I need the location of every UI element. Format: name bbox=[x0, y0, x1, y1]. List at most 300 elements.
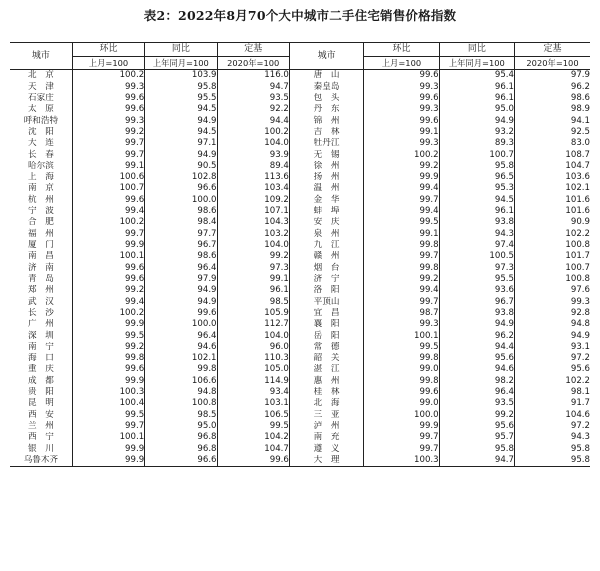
mom-value: 99.1 bbox=[72, 161, 144, 172]
city-name: 常 德 bbox=[289, 342, 363, 353]
city-name: 杭 州 bbox=[28, 194, 54, 205]
base-value: 83.0 bbox=[515, 138, 590, 149]
base-value: 97.2 bbox=[515, 353, 590, 364]
city-name: 吉 林 bbox=[289, 127, 363, 138]
base-value: 95.6 bbox=[515, 364, 590, 375]
city-name: 无 锡 bbox=[289, 149, 363, 160]
yoy-value: 94.9 bbox=[439, 319, 514, 330]
city-name: 南 昌 bbox=[28, 251, 54, 262]
table-row bbox=[10, 342, 590, 353]
city-name: 长 春 bbox=[28, 149, 54, 160]
city-name: 桂 林 bbox=[289, 387, 363, 398]
mom-value: 100.2 bbox=[364, 149, 439, 160]
yoy-value: 100.5 bbox=[439, 251, 514, 262]
mom-value: 98.7 bbox=[364, 308, 439, 319]
table-row bbox=[10, 262, 590, 273]
mom-value: 99.0 bbox=[364, 398, 439, 409]
mom-value: 100.2 bbox=[72, 308, 144, 319]
base-value: 95.8 bbox=[515, 455, 590, 467]
city-name: 锦 州 bbox=[289, 115, 363, 126]
city-name: 丹 东 bbox=[289, 104, 363, 115]
base-value: 100.8 bbox=[515, 240, 590, 251]
mom-value: 99.5 bbox=[364, 342, 439, 353]
mom-value: 99.6 bbox=[364, 70, 439, 82]
base-value: 104.7 bbox=[515, 161, 590, 172]
yoy-value: 96.5 bbox=[439, 172, 514, 183]
table-row bbox=[10, 138, 590, 149]
city-name: 哈尔滨 bbox=[28, 160, 54, 171]
city-name: 呼和浩特 bbox=[23, 115, 59, 126]
base-value: 109.2 bbox=[217, 194, 289, 205]
base-value: 106.5 bbox=[217, 409, 289, 420]
yoy-value: 96.6 bbox=[145, 183, 217, 194]
base-value: 102.2 bbox=[515, 375, 590, 386]
base-value: 99.6 bbox=[217, 455, 289, 467]
city-name: 宁 波 bbox=[28, 206, 54, 217]
table-row bbox=[10, 398, 590, 409]
yoy-value: 93.8 bbox=[439, 308, 514, 319]
base-value: 93.4 bbox=[217, 387, 289, 398]
city-name: 天 津 bbox=[28, 81, 54, 92]
base-value: 100.2 bbox=[217, 127, 289, 138]
base-value: 104.6 bbox=[515, 409, 590, 420]
base-value: 94.4 bbox=[217, 115, 289, 126]
yoy-value: 102.1 bbox=[145, 353, 217, 364]
mom-value: 99.2 bbox=[72, 342, 144, 353]
base-value: 101.6 bbox=[515, 206, 590, 217]
yoy-value: 103.9 bbox=[145, 70, 217, 82]
mom-value: 99.7 bbox=[364, 296, 439, 307]
city-name: 大 连 bbox=[28, 138, 54, 149]
base-value: 93.1 bbox=[515, 342, 590, 353]
yoy-value: 94.8 bbox=[145, 387, 217, 398]
mom-value: 99.5 bbox=[364, 217, 439, 228]
base-value: 104.2 bbox=[217, 432, 289, 443]
city-name: 三 亚 bbox=[289, 409, 363, 420]
city-name: 北 海 bbox=[289, 398, 363, 409]
mom-value: 99.3 bbox=[72, 115, 144, 126]
base-value: 92.2 bbox=[217, 104, 289, 115]
city-name: 福 州 bbox=[28, 228, 54, 239]
yoy-value: 94.6 bbox=[439, 364, 514, 375]
mom-value: 99.6 bbox=[364, 115, 439, 126]
yoy-value: 93.2 bbox=[439, 127, 514, 138]
city-name: 北 京 bbox=[28, 70, 54, 81]
city-name: 重 庆 bbox=[28, 364, 54, 375]
city-name: 平顶山 bbox=[289, 296, 363, 307]
yoy-value: 93.6 bbox=[439, 285, 514, 296]
base-value: 98.6 bbox=[515, 93, 590, 104]
mom-value: 99.7 bbox=[72, 228, 144, 239]
city-name: 温 州 bbox=[289, 183, 363, 194]
city-name: 唐 山 bbox=[289, 70, 363, 82]
table-row bbox=[10, 274, 590, 285]
mom-value: 99.8 bbox=[364, 240, 439, 251]
yoy-value: 98.6 bbox=[145, 206, 217, 217]
mom-header-left: 环比 bbox=[72, 43, 144, 57]
city-name: 九 江 bbox=[289, 240, 363, 251]
base-value: 107.1 bbox=[217, 206, 289, 217]
yoy-value: 94.9 bbox=[145, 149, 217, 160]
base-value: 94.1 bbox=[515, 115, 590, 126]
yoy-value: 94.6 bbox=[145, 342, 217, 353]
yoy-value: 95.3 bbox=[439, 183, 514, 194]
mom-value: 99.5 bbox=[72, 330, 144, 341]
mom-value: 99.8 bbox=[364, 262, 439, 273]
mom-value: 99.7 bbox=[72, 421, 144, 432]
city-name: 昆 明 bbox=[28, 398, 54, 409]
mom-header-right: 环比 bbox=[364, 43, 439, 57]
mom-value: 99.7 bbox=[364, 251, 439, 262]
mom-value: 99.6 bbox=[72, 262, 144, 273]
mom-value: 99.4 bbox=[72, 296, 144, 307]
yoy-value: 99.8 bbox=[145, 364, 217, 375]
mom-value: 99.7 bbox=[364, 443, 439, 454]
base-value: 112.7 bbox=[217, 319, 289, 330]
yoy-value: 94.5 bbox=[145, 127, 217, 138]
city-name: 烟 台 bbox=[289, 262, 363, 273]
city-name: 兰 州 bbox=[28, 421, 54, 432]
yoy-value: 95.0 bbox=[145, 421, 217, 432]
yoy-value: 95.8 bbox=[439, 443, 514, 454]
mom-value: 100.3 bbox=[72, 387, 144, 398]
city-header-left: 城市 bbox=[10, 43, 72, 70]
city-name: 宜 昌 bbox=[289, 308, 363, 319]
city-name: 安 庆 bbox=[289, 217, 363, 228]
yoy-value: 96.7 bbox=[439, 296, 514, 307]
table-row bbox=[10, 240, 590, 251]
table-row bbox=[10, 443, 590, 454]
mom-value: 99.8 bbox=[364, 353, 439, 364]
table-row bbox=[10, 149, 590, 160]
table-row bbox=[10, 115, 590, 126]
base-value: 92.8 bbox=[515, 308, 590, 319]
yoy-value: 99.6 bbox=[145, 308, 217, 319]
base-value: 103.1 bbox=[217, 398, 289, 409]
city-name: 长 沙 bbox=[28, 307, 54, 318]
yoy-value: 96.8 bbox=[145, 443, 217, 454]
table-row bbox=[10, 183, 590, 194]
city-name: 南 充 bbox=[289, 432, 363, 443]
table-row bbox=[10, 421, 590, 432]
table-row bbox=[10, 353, 590, 364]
city-name: 秦皇岛 bbox=[289, 81, 363, 92]
yoy-value: 94.9 bbox=[439, 115, 514, 126]
city-name: 西 宁 bbox=[28, 432, 54, 443]
yoy-value: 97.3 bbox=[439, 262, 514, 273]
mom-value: 99.0 bbox=[364, 364, 439, 375]
yoy-value: 96.4 bbox=[439, 387, 514, 398]
mom-value: 99.5 bbox=[72, 409, 144, 420]
table-row bbox=[10, 81, 590, 92]
table-row bbox=[10, 104, 590, 115]
city-name: 金 华 bbox=[289, 194, 363, 205]
base-value: 104.0 bbox=[217, 240, 289, 251]
yoy-value: 94.9 bbox=[145, 115, 217, 126]
base-value: 101.6 bbox=[515, 194, 590, 205]
yoy-value: 95.5 bbox=[145, 93, 217, 104]
mom-value: 99.7 bbox=[72, 149, 144, 160]
base-value: 96.2 bbox=[515, 81, 590, 92]
yoy-value: 100.0 bbox=[145, 319, 217, 330]
city-name: 济 宁 bbox=[289, 274, 363, 285]
city-name: 银 川 bbox=[28, 443, 54, 454]
base-value: 89.4 bbox=[217, 161, 289, 172]
base-value: 113.6 bbox=[217, 172, 289, 183]
yoy-value: 100.0 bbox=[145, 194, 217, 205]
base-value: 97.2 bbox=[515, 421, 590, 432]
city-name: 沈 阳 bbox=[28, 126, 54, 137]
mom-value: 99.9 bbox=[364, 421, 439, 432]
base-value: 104.7 bbox=[217, 443, 289, 454]
mom-value: 99.9 bbox=[72, 455, 144, 467]
mom-value: 100.1 bbox=[72, 251, 144, 262]
mom-value: 99.6 bbox=[72, 274, 144, 285]
yoy-value: 96.1 bbox=[439, 81, 514, 92]
yoy-header-right: 同比 bbox=[439, 43, 514, 57]
base-value: 102.1 bbox=[515, 183, 590, 194]
base-value: 114.9 bbox=[217, 375, 289, 386]
mom-value: 99.4 bbox=[364, 183, 439, 194]
base-value: 98.1 bbox=[515, 387, 590, 398]
city-name: 南 宁 bbox=[28, 341, 54, 352]
city-name: 乌鲁木齐 bbox=[10, 455, 72, 467]
mom-value: 99.6 bbox=[72, 104, 144, 115]
table-row bbox=[10, 308, 590, 319]
table-row bbox=[10, 319, 590, 330]
base-value: 97.3 bbox=[217, 262, 289, 273]
base-value: 96.1 bbox=[217, 285, 289, 296]
yoy-value: 96.8 bbox=[145, 432, 217, 443]
city-name: 赣 州 bbox=[289, 251, 363, 262]
city-name: 泉 州 bbox=[289, 228, 363, 239]
yoy-value: 96.6 bbox=[145, 455, 217, 467]
base-value: 99.5 bbox=[217, 421, 289, 432]
table-row bbox=[10, 127, 590, 138]
base-subheader-left: 2020年=100 bbox=[217, 57, 289, 70]
mom-value: 99.8 bbox=[72, 353, 144, 364]
yoy-value: 94.5 bbox=[145, 104, 217, 115]
base-value: 101.7 bbox=[515, 251, 590, 262]
base-value: 116.0 bbox=[217, 70, 289, 82]
mom-value: 100.1 bbox=[72, 432, 144, 443]
yoy-value: 93.8 bbox=[439, 217, 514, 228]
mom-value: 99.3 bbox=[364, 138, 439, 149]
city-name: 扬 州 bbox=[289, 172, 363, 183]
yoy-value: 98.6 bbox=[145, 251, 217, 262]
city-name: 上 海 bbox=[28, 172, 54, 183]
mom-value: 99.9 bbox=[72, 443, 144, 454]
table-row bbox=[10, 161, 590, 172]
mom-value: 99.9 bbox=[72, 375, 144, 386]
yoy-value: 95.5 bbox=[439, 274, 514, 285]
city-name: 洛 阳 bbox=[289, 285, 363, 296]
city-name: 贵 阳 bbox=[28, 387, 54, 398]
table-row bbox=[10, 172, 590, 183]
yoy-value: 95.0 bbox=[439, 104, 514, 115]
base-value: 98.9 bbox=[515, 104, 590, 115]
mom-value: 99.7 bbox=[364, 432, 439, 443]
city-name: 包 头 bbox=[289, 93, 363, 104]
table-row bbox=[10, 251, 590, 262]
yoy-value: 98.2 bbox=[439, 375, 514, 386]
base-value: 108.7 bbox=[515, 149, 590, 160]
city-name: 石家庄 bbox=[28, 92, 54, 103]
yoy-subheader-right: 上年同月=100 bbox=[439, 57, 514, 70]
city-header-right: 城市 bbox=[289, 43, 363, 70]
mom-value: 100.6 bbox=[72, 172, 144, 183]
city-name: 厦 门 bbox=[28, 240, 54, 251]
base-value: 94.3 bbox=[515, 432, 590, 443]
mom-value: 99.2 bbox=[364, 274, 439, 285]
mom-value: 99.4 bbox=[364, 206, 439, 217]
mom-value: 100.2 bbox=[72, 217, 144, 228]
yoy-value: 100.8 bbox=[145, 398, 217, 409]
mom-value: 99.6 bbox=[364, 93, 439, 104]
base-value: 104.0 bbox=[217, 330, 289, 341]
mom-value: 100.0 bbox=[364, 409, 439, 420]
mom-value: 99.7 bbox=[364, 194, 439, 205]
yoy-value: 95.7 bbox=[439, 432, 514, 443]
base-header-right: 定基 bbox=[515, 43, 590, 57]
mom-value: 99.9 bbox=[72, 319, 144, 330]
city-name: 郑 州 bbox=[28, 285, 54, 296]
mom-value: 99.6 bbox=[72, 364, 144, 375]
mom-value: 99.6 bbox=[72, 93, 144, 104]
yoy-value: 94.3 bbox=[439, 228, 514, 239]
yoy-value: 95.6 bbox=[439, 353, 514, 364]
table-row bbox=[10, 206, 590, 217]
yoy-value: 98.5 bbox=[145, 409, 217, 420]
base-value: 90.9 bbox=[515, 217, 590, 228]
base-value: 94.9 bbox=[515, 330, 590, 341]
table-row bbox=[10, 455, 590, 467]
base-value: 93.9 bbox=[217, 149, 289, 160]
yoy-value: 96.4 bbox=[145, 262, 217, 273]
table-row bbox=[10, 432, 590, 443]
city-name: 遵 义 bbox=[289, 443, 363, 454]
city-name: 蚌 埠 bbox=[289, 206, 363, 217]
city-name: 惠 州 bbox=[289, 375, 363, 386]
table-row bbox=[10, 364, 590, 375]
base-value: 94.8 bbox=[515, 319, 590, 330]
table-row bbox=[10, 285, 590, 296]
table-row bbox=[10, 330, 590, 341]
city-name: 合 肥 bbox=[28, 217, 54, 228]
city-name: 大 理 bbox=[289, 455, 363, 467]
base-value: 103.2 bbox=[217, 228, 289, 239]
yoy-value: 96.1 bbox=[439, 93, 514, 104]
base-value: 99.2 bbox=[217, 251, 289, 262]
base-value: 105.0 bbox=[217, 364, 289, 375]
table-row bbox=[10, 296, 590, 307]
table-row bbox=[10, 93, 590, 104]
city-name: 青 岛 bbox=[28, 273, 54, 284]
yoy-value: 97.1 bbox=[145, 138, 217, 149]
yoy-value: 100.7 bbox=[439, 149, 514, 160]
base-value: 98.5 bbox=[217, 296, 289, 307]
yoy-subheader-left: 上年同月=100 bbox=[145, 57, 217, 70]
mom-value: 99.8 bbox=[364, 375, 439, 386]
mom-value: 100.2 bbox=[72, 70, 144, 82]
yoy-header-left: 同比 bbox=[145, 43, 217, 57]
base-value: 96.0 bbox=[217, 342, 289, 353]
city-name: 徐 州 bbox=[289, 161, 363, 172]
mom-value: 99.1 bbox=[364, 127, 439, 138]
yoy-value: 90.5 bbox=[145, 161, 217, 172]
yoy-value: 94.7 bbox=[439, 455, 514, 467]
page-title: 表2：2022年8月70个大中城市二手住宅销售价格指数 bbox=[143, 8, 457, 23]
mom-value: 99.6 bbox=[72, 194, 144, 205]
base-value: 102.2 bbox=[515, 228, 590, 239]
mom-value: 100.7 bbox=[72, 183, 144, 194]
base-value: 92.5 bbox=[515, 127, 590, 138]
base-value: 105.9 bbox=[217, 308, 289, 319]
yoy-value: 94.9 bbox=[145, 296, 217, 307]
city-name: 广 州 bbox=[28, 319, 54, 330]
mom-value: 99.4 bbox=[364, 285, 439, 296]
mom-subheader-left: 上月=100 bbox=[72, 57, 144, 70]
mom-value: 99.2 bbox=[364, 161, 439, 172]
base-value: 104.0 bbox=[217, 138, 289, 149]
mom-value: 99.3 bbox=[364, 104, 439, 115]
mom-value: 100.1 bbox=[364, 330, 439, 341]
city-name: 济 南 bbox=[28, 262, 54, 273]
base-value: 103.4 bbox=[217, 183, 289, 194]
mom-value: 99.9 bbox=[364, 172, 439, 183]
yoy-value: 99.2 bbox=[439, 409, 514, 420]
yoy-value: 102.8 bbox=[145, 172, 217, 183]
mom-value: 99.9 bbox=[72, 240, 144, 251]
base-value: 97.6 bbox=[515, 285, 590, 296]
mom-subheader-right: 上月=100 bbox=[364, 57, 439, 70]
mom-value: 100.3 bbox=[364, 455, 439, 467]
base-subheader-right: 2020年=100 bbox=[515, 57, 590, 70]
mom-value: 99.7 bbox=[72, 138, 144, 149]
yoy-value: 94.4 bbox=[439, 342, 514, 353]
table-row bbox=[10, 387, 590, 398]
yoy-value: 95.8 bbox=[439, 161, 514, 172]
base-value: 93.5 bbox=[217, 93, 289, 104]
city-name: 韶 关 bbox=[289, 353, 363, 364]
table-row bbox=[10, 70, 590, 82]
mom-value: 99.2 bbox=[72, 127, 144, 138]
base-value: 99.1 bbox=[217, 274, 289, 285]
yoy-value: 95.8 bbox=[145, 81, 217, 92]
yoy-value: 97.4 bbox=[439, 240, 514, 251]
yoy-value: 94.9 bbox=[145, 285, 217, 296]
base-value: 100.8 bbox=[515, 274, 590, 285]
city-name: 深 圳 bbox=[28, 330, 54, 341]
mom-value: 99.3 bbox=[72, 81, 144, 92]
base-header-left: 定基 bbox=[217, 43, 289, 57]
table-row bbox=[10, 228, 590, 239]
city-name: 武 汉 bbox=[28, 296, 54, 307]
mom-value: 100.4 bbox=[72, 398, 144, 409]
yoy-value: 96.4 bbox=[145, 330, 217, 341]
city-name: 湛 江 bbox=[289, 364, 363, 375]
table-row bbox=[10, 217, 590, 228]
mom-value: 99.4 bbox=[72, 206, 144, 217]
yoy-value: 97.7 bbox=[145, 228, 217, 239]
base-value: 110.3 bbox=[217, 353, 289, 364]
base-value: 104.3 bbox=[217, 217, 289, 228]
base-value: 94.7 bbox=[217, 81, 289, 92]
city-name: 牡丹江 bbox=[289, 138, 363, 149]
city-name: 西 安 bbox=[28, 409, 54, 420]
mom-value: 99.6 bbox=[364, 387, 439, 398]
base-value: 100.7 bbox=[515, 262, 590, 273]
